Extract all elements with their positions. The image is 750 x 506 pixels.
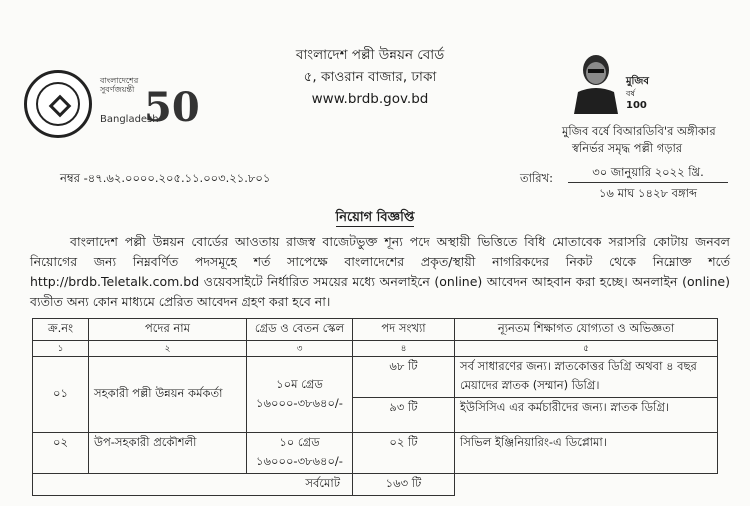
table-header-row [33,319,718,341]
logo-fifty: 50 [144,84,200,131]
notice-title: নিয়োগ বিজ্ঞপ্তি [335,210,415,225]
job-table [32,318,718,496]
logo-small-text-1: বাংলাদেশের [100,76,139,85]
notice-body [30,232,730,312]
table-colnum-row: ১ ২ ৩ ৪ ৫ [33,341,718,357]
logo-country: Bangladesh [100,114,159,125]
header-qualification: ন্যূনতম শিক্ষাগত যোগ্যতা ও অভিজ্ঞতা [455,319,718,341]
brdb-seal-logo [24,70,92,138]
table-row: ০২ উপ-সহকারী প্রকৌশলী ১০ গ্রেড ১৬০০০-৩৮৬৪০/- ০২ টি সিভিল ইঞ্জিনিয়ারিং-এ ডিপ্লোমা। [33,433,718,474]
logo-small-text-2: সুবর্ণজয়ন্তী [100,85,135,94]
header-sl: ক্র.নং [33,319,89,341]
header-post: পদের নাম [89,319,247,341]
memo-number: নম্বর -৪৭.৬২.০০০০.২০৫.১১.০০৩.২১.৮০১ [60,171,271,185]
table-row: ৯৩ টি ইউসিসিএ এর কর্মচারীদের জন্য। স্নাতক ডিগ্রি। [33,398,718,433]
header-count: পদ সংখ্যা [353,319,455,341]
date-box [568,162,728,203]
table-total-row: সর্বমোট ১৬৩ টি [33,474,718,496]
date-label: তারিখ: [520,171,554,185]
org-website[interactable]: www.brdb.gov.bd [311,91,429,107]
portrait-image [568,48,624,114]
header-grade: গ্রেড ও বেতন স্কেল [247,319,353,341]
date-gregorian: ৩০ জানুয়ারি ২০২২ খ্রি. [568,162,728,183]
date-bangla: ১৬ মাঘ ১৪২৮ বঙ্গাব্দ [598,186,698,200]
right-note: মুজিব বর্ষে বিআরডিবি'র অঙ্গীকার স্বনির্ভর সমৃদ্ধ পল্লী গড়ার [562,124,716,155]
org-name: বাংলাদেশ পল্লী উন্নয়ন বোর্ড [295,47,445,63]
golden-jubilee-logo [100,76,200,146]
org-address: ৫, কাওরান বাজার, ঢাকা [303,69,437,85]
mujib-year-badge: মুজিব বর্ষ 100 [626,76,649,111]
table-row: ০১ সহকারী পল্লী উন্নয়ন কর্মকর্তা ১০ম গ্রেড ১৬০০০-৩৮৬৪০/- ৬৮ টি সর্ব সাধারণের জন্য। স্নাতকোত্তর ডিগ্রি অথবা ৪ বছর মেয়াদের স্নাতক (সম্মান) ডিগ্রি। [33,357,718,398]
notice-paragraph: বাংলাদেশ পল্লী উন্নয়ন বোর্ডের আওতায় রাজস্ব বাজেটভুক্ত শূন্য পদে অস্থায়ী ভিত্তিতে বিধি মোতাবেক সরাসরি কোটায় জনবল নিয়োগের জন্য নিম্নবর্ণিত পদসমূহে শর্ত সাপেক্ষে বাংলাদেশের প্রকৃত/স্থায়ী নাগরিকদের নিকট থেকে নিম্নোক্ত শর্তে http://brdb.Teletalk.com.bd ওয়েবসাইটে নির্ধারিত সময়ের মধ্যে অনলাইনে (online) আবেদন আহবান করা হচ্ছে। অনলাইন (online) ব্যতীত অন্য কোন মাধ্যমে প্রেরিত আবেদন গ্রহণ করা হবে না। [30,234,730,309]
